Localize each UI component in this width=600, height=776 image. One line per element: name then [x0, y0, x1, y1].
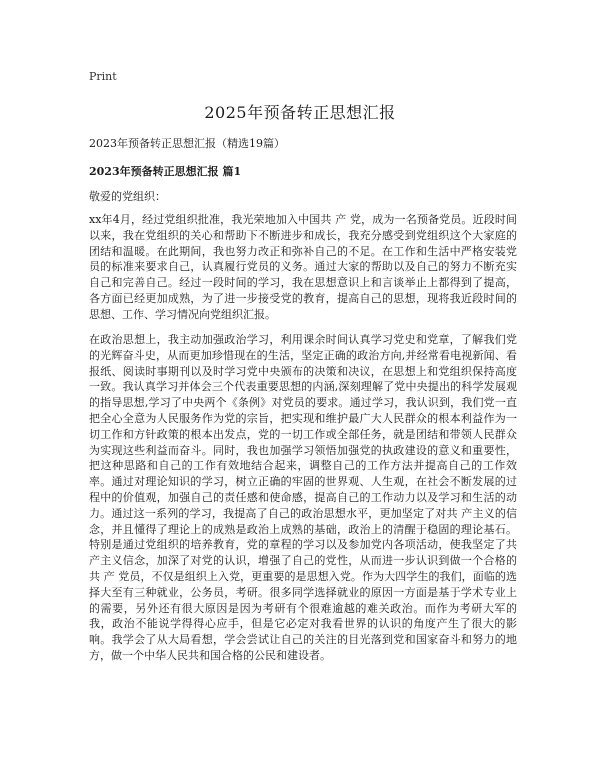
- document-subtitle: 2023年预备转正思想汇报（精选19篇）: [89, 137, 285, 150]
- body-paragraph: xx年4月，经过党组织批准，我光荣地加入中国共 产 党，成为一名预备党员。近段时间以来，我在党组织的关心和帮助下不断进步和成长，我充分感受到党组织这个大家庭的团结和温暖。在此期间，我也努力改正和弥补自己的不足。在工作和生活中严格安装党员的标准来要求自己，认真履行党员的义务。通过大家的帮助以及自己的努力不断充实自己和完善自己。经过一段时间的学习，我在思想意识上和言谈举止上都得到了提高，各方面已经更加成熟，为了进一步接受党的教育，提高自己的思想，现将我近段时间的思想、工作、学习情况向党组织汇报。: [89, 213, 517, 321]
- section-heading: 2023年预备转正思想汇报 篇1: [89, 165, 242, 178]
- document-title: 2025年预备转正思想汇报: [204, 103, 396, 122]
- salutation: 敬爱的党组织：: [89, 190, 166, 203]
- print-link[interactable]: Print: [89, 70, 117, 83]
- body-paragraph: 在政治思想上，我主动加强政治学习，利用课余时间认真学习党史和党章，了解我们党的光辉奋斗史，从而更加珍惜现在的生活，坚定正确的政治方向,并经常看电视新闻、看报纸、阅读时事期刊以及时学习党中央颁布的决策和决议，在思想上和党组织保持高度一致。我认真学习并体会三个代表重要思想的内涵,深刻理解了党中央提出的科学发展观的指导思想,学习了中央两个《条例》对党员的要求。通过学习，我认识到，我们党一直把全心全意为人民服务作为党的宗旨，把实现和维护最广大人民群众的根本利益作为一切工作和方针政策的根本出发点，党的一切工作或全部任务，就是团结和带领人民群众为实现这些利益而奋斗。同时，我也加强学习领悟加强党的执政建设的意义和重要性，把这种思路和自己的工作有效地结合起来，调整自己的工作方法并提高自己的工作效率。通过对理论知识的学习，树立正确的牢固的世界观、人生观，在社会不断发展的过程中的价值观，加强自己的责任感和使命感，提高自己的工作动力以及学习和生活的动力。通过这一系列的学习，我提高了自己的政治思想水平，更加坚定了对共 产主义的信念，并且懂得了理论上的成熟是政治上成熟的基础，政治上的清醒于稳固的理论基石。特别是通过党组织的培养教育，党的章程的学习以及参加党内各项活动，使我坚定了共 产主义信念，加深了对党的认识，增强了自己的党性，从而进一步认识到做一个合格的共 产 党员，不仅是组织上入党，更重要的是思想入党。作为大四学生的我们，面临的选择大至有三种就业，公务员，考研。很多同学选择就业的原因一方面是基于学术专业上的需要，另外还有很大原因是因为考研有个很难逾越的难关政治。而作为考研大军的我，政治不能说学得得心应手，但是它必定对我看世界的认识的角度产生了很大的影响。我学会了从大局看想，学会尝试让自己的关注的目光落到党和国家奋斗和努力的地方，做一个中华人民共和国合格的公民和建设者。: [89, 333, 517, 662]
